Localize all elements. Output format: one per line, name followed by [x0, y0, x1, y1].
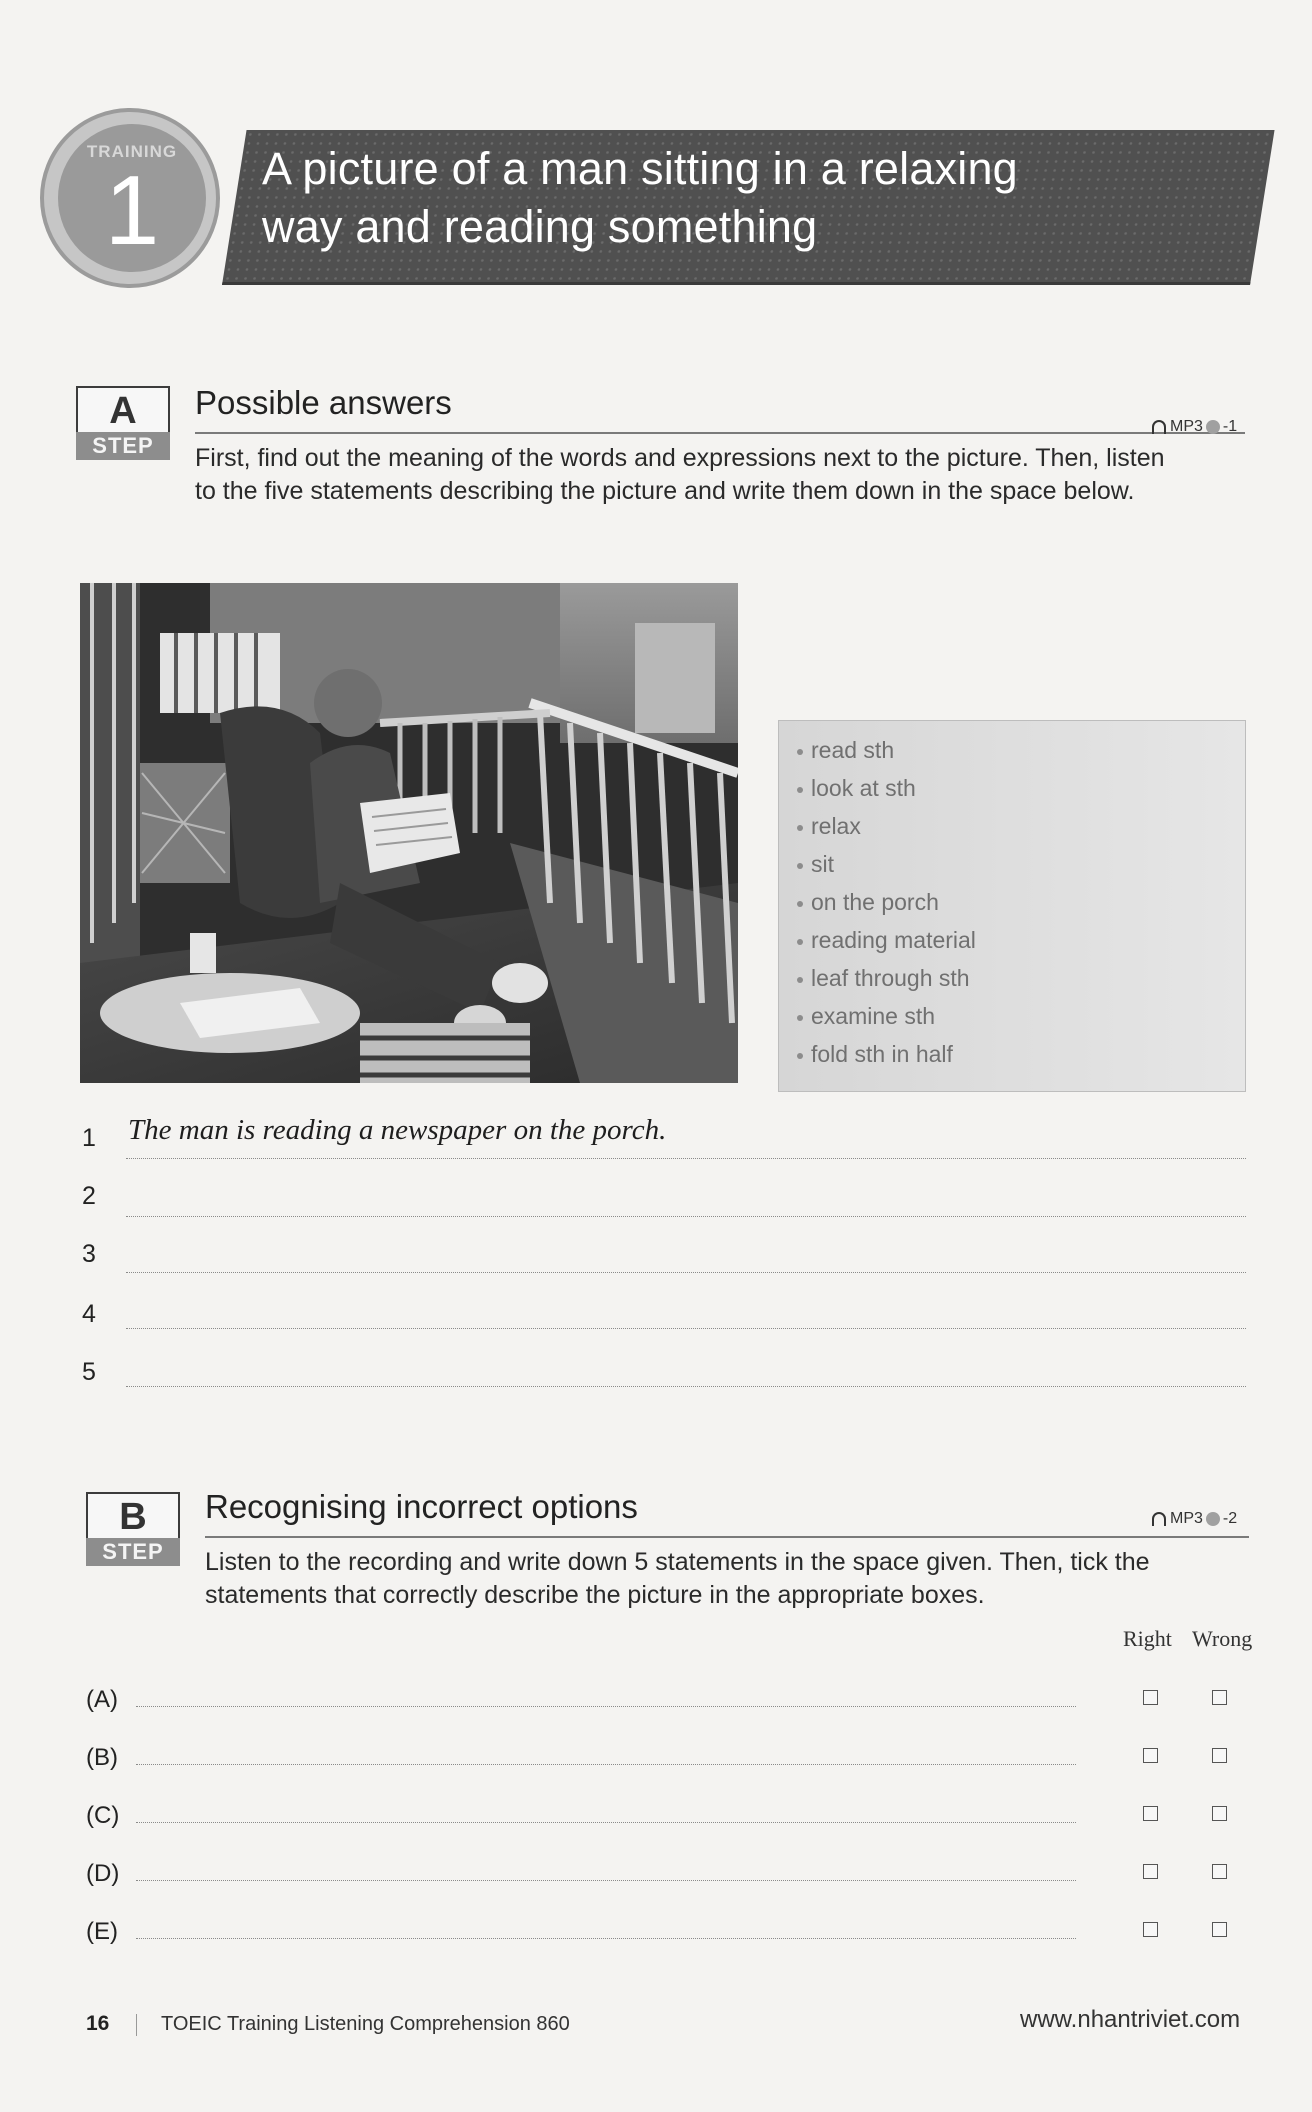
option-line[interactable]	[136, 1822, 1076, 1823]
step-b-instruction-line2: statements that correctly describe the picture in the appropriate boxes.	[205, 1581, 985, 1609]
training-label: TRAINING	[86, 142, 178, 161]
step-a-letter: A	[76, 386, 170, 434]
option-line[interactable]	[136, 1938, 1076, 1939]
step-b-rule	[205, 1536, 1249, 1538]
bullet-icon	[797, 825, 803, 831]
vocab-item: read sth	[797, 737, 894, 764]
wrong-checkbox[interactable]	[1212, 1690, 1227, 1705]
column-wrong: Wrong	[1192, 1626, 1253, 1651]
step-a-title: Possible answers	[195, 384, 452, 421]
option-line[interactable]	[136, 1880, 1076, 1881]
answer-line[interactable]	[126, 1386, 1246, 1387]
answer-line[interactable]	[126, 1328, 1246, 1329]
vocab-item: reading material	[797, 927, 976, 954]
training-number: 1	[104, 155, 160, 265]
answer-text[interactable]: The man is reading a newspaper on the porch.	[128, 1114, 667, 1146]
vocab-item: fold sth in half	[797, 1041, 953, 1068]
right-checkbox[interactable]	[1143, 1864, 1158, 1879]
step-a-audio-tag[interactable]	[1152, 418, 1237, 436]
step-b-letter: B	[86, 1492, 180, 1540]
vocab-item: on the porch	[797, 889, 939, 916]
answer-line[interactable]	[126, 1272, 1246, 1273]
wrong-checkbox[interactable]	[1212, 1748, 1227, 1763]
option-label: (A)	[86, 1686, 118, 1713]
answer-number: 1	[82, 1124, 96, 1152]
headphones-icon	[1152, 420, 1166, 434]
step-b-audio-tag[interactable]	[1152, 1510, 1237, 1528]
step-a-badge	[76, 386, 170, 460]
right-checkbox[interactable]	[1143, 1690, 1158, 1705]
option-label: (B)	[86, 1744, 118, 1771]
step-a-instruction-line1: First, find out the meaning of the words and expressions next to the picture. Then, listen	[195, 444, 1165, 472]
bullet-icon	[797, 787, 803, 793]
step-a-word: STEP	[76, 432, 170, 460]
right-checkbox[interactable]	[1143, 1748, 1158, 1763]
vocab-item: relax	[797, 813, 861, 840]
audio-prefix: MP3	[1170, 418, 1203, 435]
bullet-icon	[797, 863, 803, 869]
porch-photo-illustration	[80, 583, 738, 1083]
answer-number: 4	[82, 1300, 96, 1328]
bullet-icon	[797, 977, 803, 983]
bullet-icon	[797, 939, 803, 945]
answer-number: 5	[82, 1358, 96, 1386]
step-a-instruction	[195, 442, 1255, 508]
cd-icon	[1206, 420, 1220, 434]
page-number: 16	[86, 2012, 110, 2035]
answer-number: 3	[82, 1240, 96, 1268]
bullet-icon	[797, 1015, 803, 1021]
step-b-instruction	[205, 1546, 1265, 1612]
headphones-icon	[1152, 1512, 1166, 1526]
bullet-icon	[797, 1053, 803, 1059]
step-b-instruction-line1: Listen to the recording and write down 5 statements in the space given. Then, tick the	[205, 1548, 1150, 1576]
book-title: TOEIC Training Listening Comprehension 860	[161, 2013, 570, 2035]
vocab-item: leaf through sth	[797, 965, 970, 992]
right-checkbox[interactable]	[1143, 1922, 1158, 1937]
step-b-title: Recognising incorrect options	[205, 1488, 638, 1525]
training-title-line2: way and reading something	[262, 201, 818, 252]
vocabulary-box	[778, 720, 1246, 1092]
footer-separator	[136, 2014, 137, 2036]
option-line[interactable]	[136, 1706, 1076, 1707]
bullet-icon	[797, 749, 803, 755]
option-label: (E)	[86, 1918, 118, 1945]
step-a-instruction-line2: to the five statements describing the picture and write them down in the space below.	[195, 477, 1135, 505]
training-title-line1: A picture of a man sitting in a relaxing	[262, 143, 1018, 194]
training-title	[262, 140, 1162, 256]
step-b-badge	[86, 1492, 180, 1566]
bullet-icon	[797, 901, 803, 907]
option-label: (D)	[86, 1860, 120, 1887]
wrong-checkbox[interactable]	[1212, 1864, 1227, 1879]
website-link[interactable]: www.nhantriviet.com	[1020, 2006, 1241, 2033]
step-b-word: STEP	[86, 1538, 180, 1566]
vocab-item: look at sth	[797, 775, 916, 802]
cd-icon	[1206, 1512, 1220, 1526]
option-line[interactable]	[136, 1764, 1076, 1765]
answer-line[interactable]	[126, 1158, 1246, 1159]
porch-photo	[80, 583, 738, 1083]
answer-line[interactable]	[126, 1216, 1246, 1217]
wrong-checkbox[interactable]	[1212, 1922, 1227, 1937]
column-right: Right	[1123, 1626, 1172, 1651]
audio-suffix: -1	[1222, 418, 1238, 435]
vocab-item: sit	[797, 851, 834, 878]
right-checkbox[interactable]	[1143, 1806, 1158, 1821]
answer-number: 2	[82, 1182, 96, 1210]
option-label: (C)	[86, 1802, 120, 1829]
audio-prefix: MP3	[1170, 1510, 1203, 1527]
wrong-checkbox[interactable]	[1212, 1806, 1227, 1821]
step-a-rule	[195, 432, 1245, 434]
audio-suffix: -2	[1222, 1510, 1238, 1527]
vocab-item: examine sth	[797, 1003, 935, 1030]
